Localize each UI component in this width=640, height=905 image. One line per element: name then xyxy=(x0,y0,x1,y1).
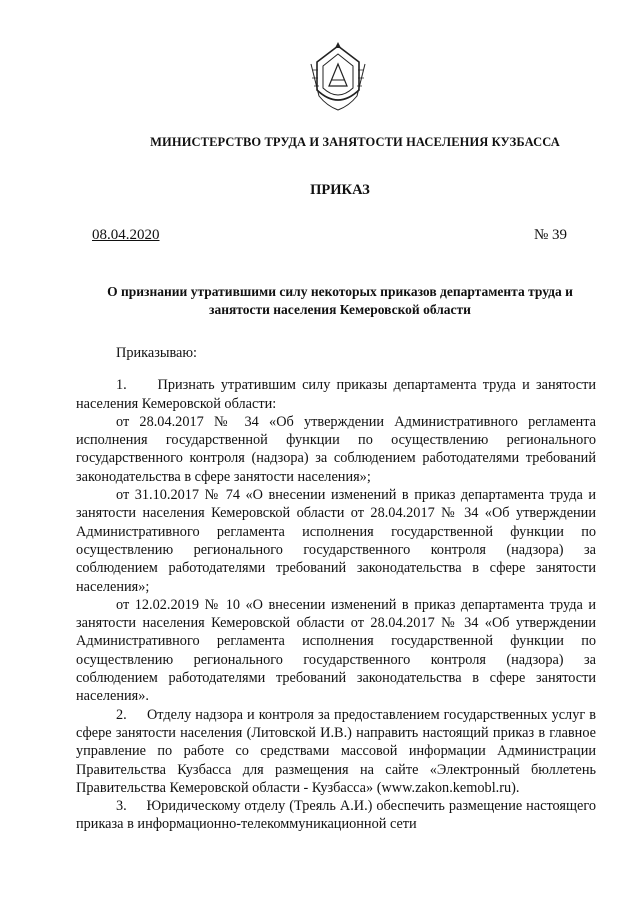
item-1-sub-3: от 12.02.2019 № 10 «О внесении изменений в приказ департамента труда и занятости населения Кемеровской области от 28.04.2017 № 34 «Об утверждении Административного регламента исполнения государственной функции по осуществлению регионального государственного контроля (надзора) за соблюдением работодателями требований законодательства в сфере занятости населения». xyxy=(76,596,596,705)
item-1-sub-2: от 31.10.2017 № 74 «О внесении изменений в приказ департамента труда и занятости населения Кемеровской области от 28.04.2017 № 34 «Об утверждении Административного регламента исполнения государственной функции по осуществлению регионального государственного контроля (надзора) за соблюдением работодателями требований законодательства в сфере занятости населения»; xyxy=(76,487,596,595)
order-intro: Приказываю: xyxy=(116,345,198,361)
order-body xyxy=(76,344,596,834)
ministry-name: МИНИСТЕРСТВО ТРУДА И ЗАНЯТОСТИ НАСЕЛЕНИЯ КУЗБАССА xyxy=(150,135,560,149)
document-title: ПРИКАЗ xyxy=(310,182,370,198)
item-text: Признать утратившим силу приказы департамента труда и занятости населения Кемеровской области: xyxy=(76,377,596,412)
coat-of-arms-icon xyxy=(309,40,367,112)
item-text: Отделу надзора и контроля за предоставлением государственных услуг в сфере занятости населения (Литовской И.В.) направить настоящий приказ в главное управление по работе со средствами массовой информации Администрации Правительства Кузбасса для размещения на сайте «Электронный бюллетень Правительства Кемеровской области - Кузбасса» (www.zakon.kemobl.ru). xyxy=(76,706,597,796)
item-1 xyxy=(76,376,596,413)
order-subject: О признании утратившими силу некоторых приказов департамента труда и занятости населения Кемеровской области xyxy=(107,284,573,317)
item-2 xyxy=(76,706,596,797)
item-number: 3. xyxy=(116,798,127,815)
item-text: Юридическому отделу (Треяль А.И.) обеспечить размещение настоящего приказа в информационно-телекоммуникационной сети xyxy=(76,798,597,833)
order-date: 08.04.2020 xyxy=(92,227,160,243)
item-number: 2. xyxy=(116,706,127,723)
order-number: № 39 xyxy=(534,227,568,243)
item-3 xyxy=(76,797,596,834)
item-1-sub-1: от 28.04.2017 № 34 «Об утверждении Административного регламента исполнения государственной функции по осуществлению регионального государственного контроля (надзора) за соблюдением работодателями требований законодательства в сфере занятости населения»; xyxy=(76,413,596,485)
item-number: 1. xyxy=(116,377,127,394)
